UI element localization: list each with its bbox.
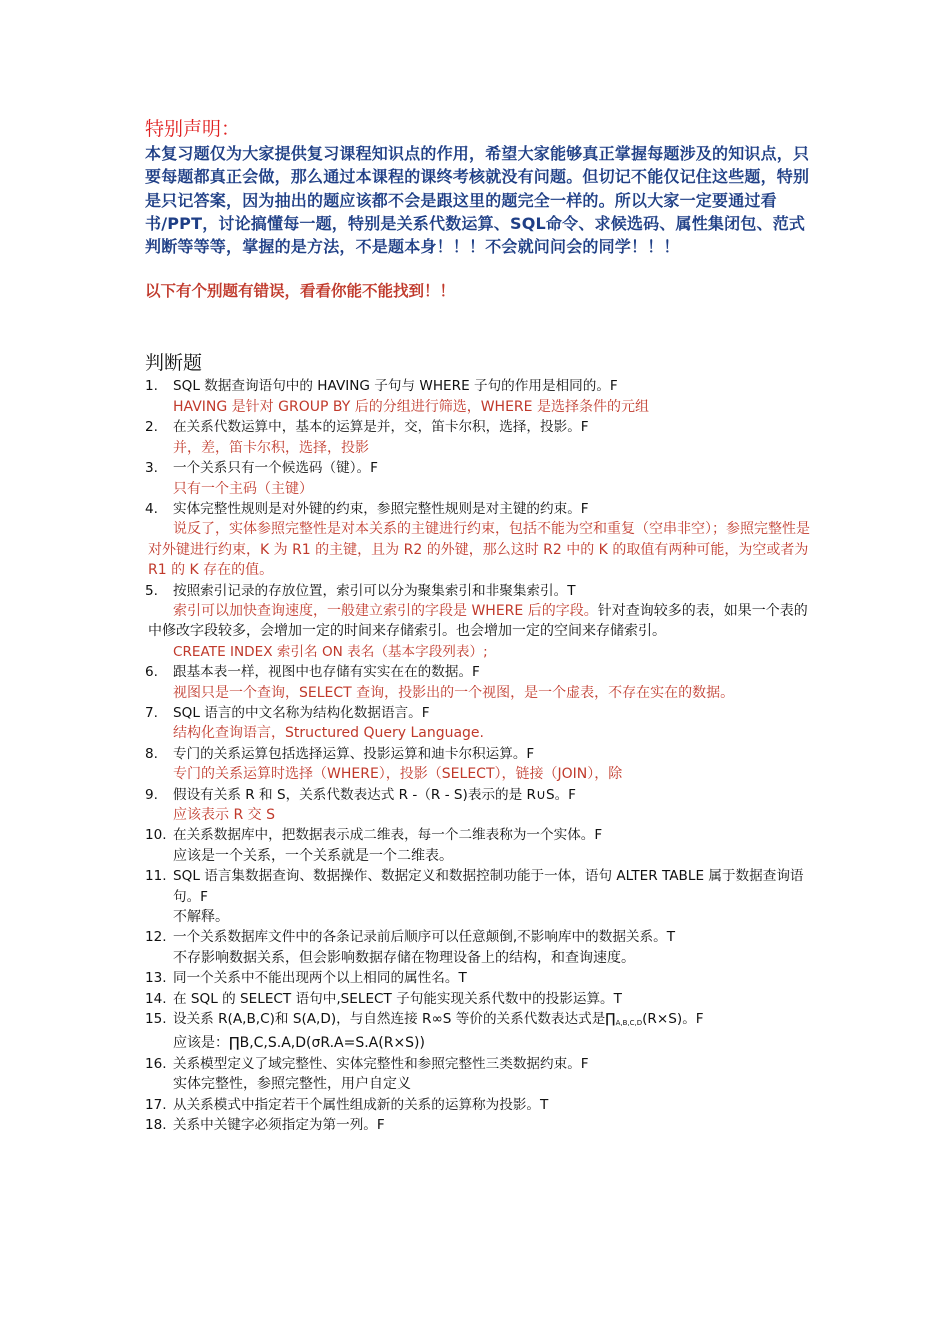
declaration-body: 本复习题仅为大家提供复习课程知识点的作用，希望大家能够真正掌握每题涉及的知识点，只要每题都真正会做，那么通过本课程的课终考核就没有问题。但切记不能仅记住这些题，特别是只记答案，因为抽出的题应该都不会是跟这里的题完全一样的。所以大家一定要通过看书/PPT，讨论搞懂每一题，特别是关系代数运算、SQL命令、求候选码、属性集闭包、范式判断等等等，掌握的是方法，不是题本身！！！不会就问问会的同学！！！	[145, 144, 810, 257]
answer-note: 专门的关系运算时选择（WHERE），投影（SELECT），链接（JOIN），除	[173, 766, 623, 783]
answer-sql-example: CREATE INDEX 索引名 ON 表名（基本字段列表）;	[173, 643, 488, 660]
question-number: 10.	[145, 827, 167, 844]
declaration-title: 特别声明：	[145, 118, 241, 140]
question-text: 同一个关系中不能出现两个以上相同的属性名。T	[173, 970, 467, 987]
question-text: 在关系数据库中，把数据表示成二维表，每一个二维表称为一个实体。F	[173, 827, 603, 844]
question-subscript: A,B,C,D	[615, 1019, 643, 1028]
warning-note: 以下有个别题有错误，看看你能不能找到！！	[145, 282, 456, 301]
question-number: 13.	[145, 970, 167, 987]
question-number: 8.	[145, 745, 158, 762]
answer-note: 不解释。	[173, 909, 229, 926]
question-item	[145, 1054, 810, 1095]
question-item	[145, 417, 810, 458]
question-text: 实体完整性规则是对外键的约束，参照完整性规则是对主键的约束。F	[173, 500, 589, 517]
question-text-pre: 设关系 R(A,B,C)和 S(A,D)，与自然连接 R∞S 等价的关系代数表达式是∏	[173, 1011, 616, 1028]
question-text: SQL 语言集数据查询、数据操作、数据定义和数据控制功能于一体，语句 ALTER TABLE 属于数据查询语句。F	[173, 868, 804, 905]
question-text: 跟基本表一样，视图中也存储有实实在在的数据。F	[173, 664, 480, 681]
question-number: 9.	[145, 786, 158, 803]
question-text: SQL 数据查询语句中的 HAVING 子句与 WHERE 子句的作用是相同的。F	[173, 378, 618, 395]
question-item	[145, 458, 810, 499]
question-text: SQL 语言的中文名称为结构化数据语言。F	[173, 704, 430, 721]
answer-note: 实体完整性，参照完整性，用户自定义	[173, 1076, 411, 1093]
question-item	[145, 1095, 810, 1115]
question-text	[173, 1011, 704, 1027]
question-number: 5.	[145, 582, 158, 599]
answer-note: 不存影响数据关系，但会影响数据存储在物理设备上的结构，和查询速度。	[173, 949, 635, 966]
question-item	[145, 376, 810, 417]
question-text: 一个关系只有一个候选码（键）。F	[173, 460, 378, 477]
question-item	[145, 866, 810, 927]
answer-note: 应该是一个关系，一个关系就是一个二维表。	[173, 847, 453, 864]
question-number: 12.	[145, 929, 167, 946]
section-title: 判断题	[145, 352, 203, 375]
question-number: 18.	[145, 1117, 167, 1134]
question-text-post: (R×S)。F	[642, 1011, 704, 1028]
question-item	[145, 662, 810, 703]
answer-note: 应该是：∏B,C,S.A,D(σR.A=S.A(R×S))	[173, 1035, 425, 1052]
question-item	[145, 825, 810, 866]
answer-note: HAVING 是针对 GROUP BY 后的分组进行筛选，WHERE 是选择条件的元组	[173, 398, 649, 415]
question-number: 1.	[145, 378, 158, 395]
answer-note	[145, 601, 810, 642]
question-number: 6.	[145, 664, 158, 681]
answer-note: 说反了，实体参照完整性是对本关系的主键进行约束，包括不能为空和重复（空串非空）；参照完整性是对外键进行约束，K 为 R1 的主键，且为 R2 的外键，那么这时 R2 中的 K 的取值有两种可能，为空或者为 R1 的 K 存在的值。	[148, 521, 810, 579]
question-text: 按照索引记录的存放位置，索引可以分为聚集索引和非聚集索引。T	[173, 582, 576, 599]
answer-note: 并，差，笛卡尔积，选择，投影	[173, 439, 369, 456]
question-text: 在关系代数运算中，基本的运算是并，交，笛卡尔积，选择，投影。F	[173, 419, 589, 436]
question-number: 7.	[145, 704, 158, 721]
question-number: 15.	[145, 1011, 167, 1028]
question-number: 16.	[145, 1055, 167, 1072]
question-number: 4.	[145, 500, 158, 517]
question-text: 假设有关系 R 和 S，关系代数表达式 R -（R - S)表示的是 R∪S。F	[173, 786, 576, 803]
question-item	[145, 1009, 810, 1054]
question-item	[145, 703, 810, 744]
question-text: 关系模型定义了域完整性、实体完整性和参照完整性三类数据约束。F	[173, 1055, 589, 1072]
answer-note-red: 索引可以加快查询速度，一般建立索引的字段是 WHERE 后的字段。	[173, 602, 598, 619]
question-text: 一个关系数据库文件中的各条记录前后顺序可以任意颠倒,不影响库中的数据关系。T	[173, 929, 675, 946]
question-list	[145, 376, 810, 1135]
question-number: 14.	[145, 990, 167, 1007]
answer-note: 结构化查询语言，Structured Query Language.	[173, 725, 485, 742]
question-text: 关系中关键字必须指定为第一列。F	[173, 1117, 385, 1134]
question-item	[145, 744, 810, 785]
question-text: 在 SQL 的 SELECT 语句中,SELECT 子句能实现关系代数中的投影运算。T	[173, 990, 622, 1007]
answer-note: 应该表示 R 交 S	[173, 807, 275, 824]
question-item	[145, 927, 810, 968]
question-item	[145, 581, 810, 663]
question-number: 11.	[145, 868, 167, 885]
question-item	[145, 968, 810, 988]
answer-note: 只有一个主码（主键）	[173, 480, 313, 497]
question-item	[145, 499, 810, 581]
question-number: 3.	[145, 460, 158, 477]
question-text: 专门的关系运算包括选择运算、投影运算和迪卡尔积运算。F	[173, 745, 535, 762]
question-number: 2.	[145, 419, 158, 436]
question-item	[145, 785, 810, 826]
question-number: 17.	[145, 1096, 167, 1113]
question-item	[145, 1115, 810, 1135]
answer-note-black: 针对查询较多的表，如果一个表的中修改字段较多，会增加一定的时间来存储索引。也会增加一定的空间来存储索引。	[148, 602, 808, 640]
document-page	[145, 116, 810, 1136]
question-text: 从关系模式中指定若干个属性组成新的关系的运算称为投影。T	[173, 1096, 549, 1113]
question-item	[145, 989, 810, 1009]
answer-note: 视图只是一个查询，SELECT 查询，投影出的一个视图，是一个虚表，不存在实在的数据。	[173, 684, 735, 701]
